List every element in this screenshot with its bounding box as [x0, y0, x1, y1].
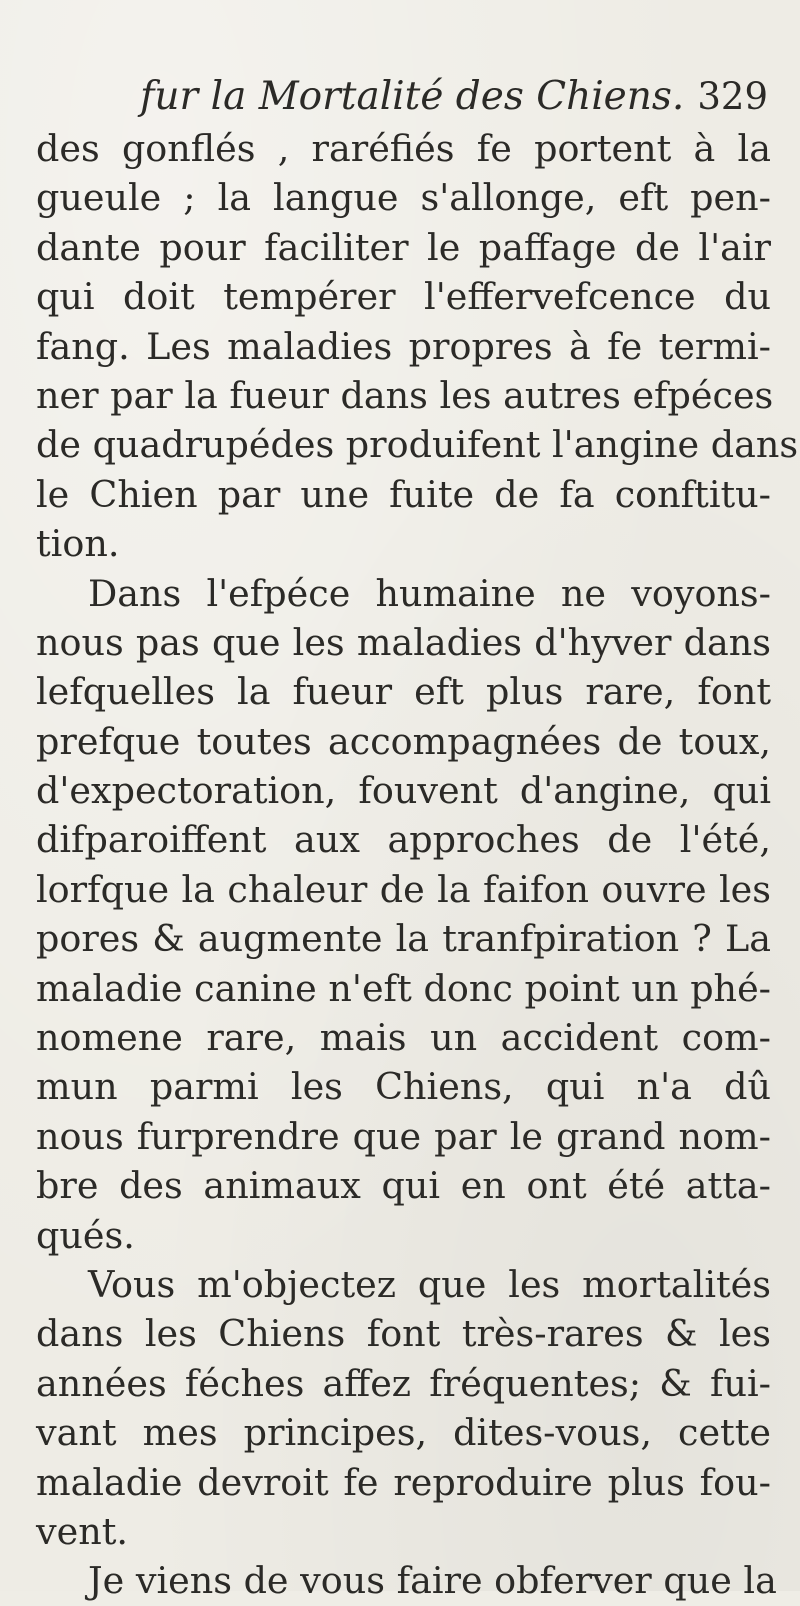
text-line: dans les Chiens font très-rares & les — [36, 1312, 771, 1356]
text-line: des gonflés , raréfiés fe portent à la — [36, 127, 771, 170]
text-line: vent. — [36, 1509, 128, 1553]
text-line: difparoiffent aux approches de l'été, — [36, 818, 771, 862]
text-line: Je viens de vous faire obferver que la — [88, 1559, 777, 1603]
text-line: lorfque la chaleur de la faifon ouvre les — [36, 867, 771, 911]
text-line: nous pas que les maladies d'hyver dans — [36, 620, 771, 664]
text-line: Vous m'objectez que les mortalités — [88, 1262, 771, 1306]
text-line: maladie canine n'eft donc point un phé- — [36, 966, 771, 1010]
text-line: le Chien par une fuite de fa conftitu- — [36, 472, 771, 516]
text-line: maladie devroit fe reproduire plus fou- — [36, 1460, 771, 1504]
text-line: qui doit tempérer l'effervefcence du — [36, 275, 771, 319]
text-line: nous furprendre que par le grand nom- — [36, 1114, 771, 1158]
running-head — [140, 72, 768, 122]
running-title: fur la Mortalité des Chiens. — [140, 74, 685, 119]
text-line: Dans l'efpéce humaine ne voyons- — [88, 571, 771, 615]
body-text — [36, 124, 799, 1606]
text-line: fang. Les maladies propres à fe termi- — [36, 324, 771, 368]
text-line: mun parmi les Chiens, qui n'a dû — [36, 1065, 771, 1109]
text-line: pores & augmente la tranfpiration ? La — [36, 917, 771, 961]
text-line: nomene rare, mais un accident com- — [36, 1016, 771, 1060]
text-line: ner par la fueur dans les autres efpéces — [36, 373, 774, 417]
text-line: d'expectoration, fouvent d'angine, qui — [36, 769, 771, 813]
text-line: prefque toutes accompagnées de toux, — [36, 719, 771, 763]
text-line: bre des animaux qui en ont été atta- — [36, 1164, 771, 1208]
text-line: vant mes principes, dites-vous, cette — [36, 1411, 771, 1455]
text-line: tion. — [36, 522, 120, 566]
text-line: lefquelles la fueur eft plus rare, font — [36, 670, 771, 714]
text-line: années féches affez fréquentes; & fui- — [36, 1361, 771, 1405]
text-line: dante pour faciliter le paffage de l'air — [36, 225, 771, 269]
page-number: 329 — [697, 75, 768, 118]
text-line: gueule ; la langue s'allonge, eft pen- — [36, 176, 771, 220]
text-line: de quadrupédes produifent l'angine dans — [36, 423, 799, 467]
text-line: qués. — [36, 1213, 135, 1257]
